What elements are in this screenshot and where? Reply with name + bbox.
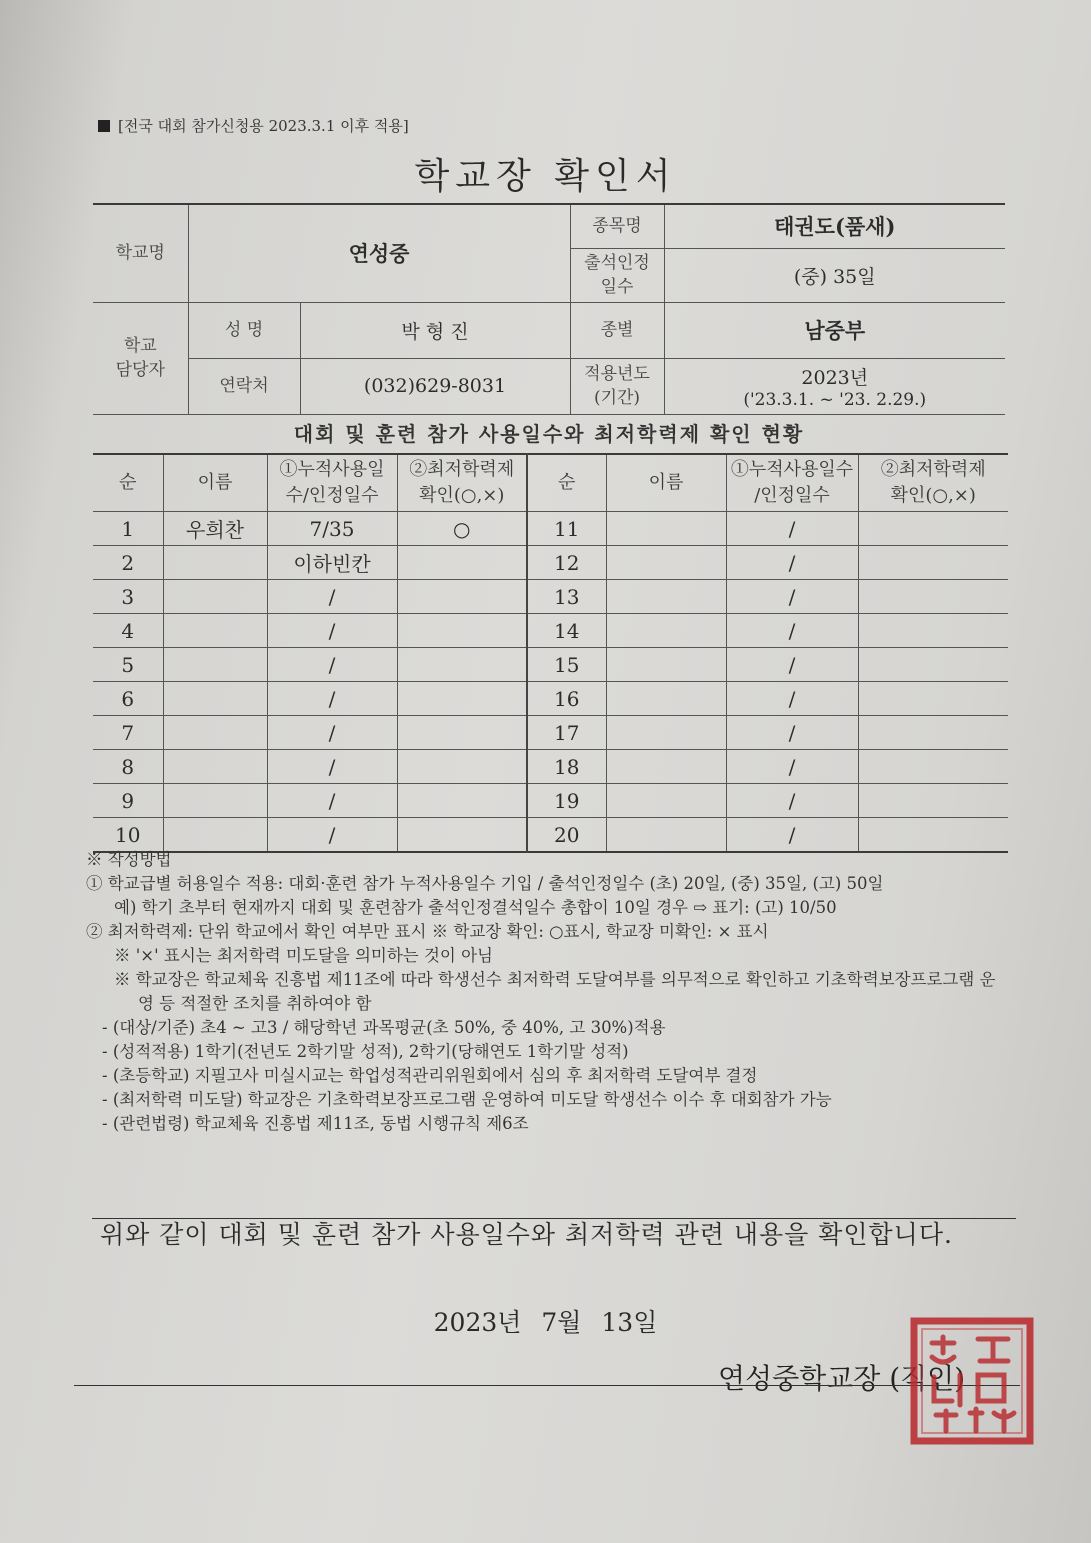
issue-date: 2023년 7월 13일 — [433, 1308, 658, 1337]
method-line-6: - (대상/기준) 초4 ~ 고3 / 해당학년 과목평균(초 50%, 중 40%, 고 30%)적용 — [102, 1018, 666, 1037]
row-name-right — [606, 614, 726, 648]
row-days-right: / — [726, 750, 858, 784]
row-days-right: / — [726, 682, 858, 716]
row-days-right: / — [726, 512, 858, 546]
row-no: 1 — [93, 512, 163, 546]
table-row — [93, 546, 1008, 580]
table-row — [93, 716, 1008, 750]
year-label-line2: (기간) — [593, 388, 641, 408]
row-days-right: / — [726, 784, 858, 818]
row-days: / — [267, 648, 397, 682]
attendance-label — [570, 248, 664, 302]
table-row — [93, 648, 1008, 682]
header-days-right — [726, 454, 858, 512]
row-no: 9 — [93, 784, 163, 818]
writing-instructions — [86, 848, 1011, 1136]
attendance-label-line2: 일수 — [600, 277, 634, 297]
attendance-label-line1: 출석인정 — [584, 253, 650, 273]
document-title: 학교장 확인서 — [414, 156, 677, 197]
header-no-right: 순 — [527, 454, 606, 512]
method-line-5: ※ 학교장은 학교체육 진흥법 제11조에 따라 학생선수 최저학력 도달여부를 의무적으로 확인하고 기초학력보장프로그램 운영 등 적절한 조치를 취하여야 함 — [114, 970, 996, 1013]
name-value: 박 형 진 — [300, 302, 570, 358]
manager-label-line1: 학교 — [123, 336, 157, 356]
header-check — [397, 454, 527, 512]
header-check-right-line2: 확인(○,×) — [890, 485, 976, 506]
row-name-right — [606, 580, 726, 614]
row-check-right — [858, 648, 1008, 682]
row-name-right — [606, 546, 726, 580]
header-check-right — [858, 454, 1008, 512]
manager-label — [93, 302, 188, 414]
row-check-right — [858, 546, 1008, 580]
row-days: / — [267, 818, 397, 853]
row-name-right — [606, 716, 726, 750]
year-label-line1: 적용년도 — [584, 364, 650, 384]
row-check — [397, 750, 527, 784]
table-row — [93, 580, 1008, 614]
header-check-right-line1: ②최저학력제 — [880, 459, 986, 480]
row-name — [163, 682, 267, 716]
row-no: 8 — [93, 750, 163, 784]
row-days: 이하빈칸 — [267, 546, 397, 580]
row-days-right: / — [726, 546, 858, 580]
row-name-right — [606, 512, 726, 546]
table-row — [93, 682, 1008, 716]
row-name — [163, 716, 267, 750]
section-title: 대회 및 훈련 참가 사용일수와 최저학력제 확인 현황 — [293, 422, 805, 446]
attendance-value: (중) 35일 — [664, 248, 1005, 302]
category-label: 종별 — [570, 302, 664, 358]
row-days-right: / — [726, 716, 858, 750]
row-check-right — [858, 784, 1008, 818]
method-line-1: ① 학교급별 허용일수 적용: 대회·훈련 참가 누적사용일수 기입 / 출석인정일수 (초) 20일, (중) 35일, (고) 50일 — [86, 874, 884, 893]
school-label: 학교명 — [93, 204, 188, 302]
row-name-right — [606, 682, 726, 716]
row-name — [163, 546, 267, 580]
row-no-right: 14 — [527, 614, 606, 648]
row-check: ○ — [397, 512, 527, 546]
row-days: 7/35 — [267, 512, 397, 546]
year-value — [664, 358, 1005, 414]
row-days: / — [267, 784, 397, 818]
official-seal-stamp — [908, 1315, 1036, 1447]
row-days-right: / — [726, 614, 858, 648]
row-check-right — [858, 682, 1008, 716]
method-line-8: - (초등학교) 지필고사 미실시교는 학업성적관리위원회에서 심의 후 최저학력 도달여부 결정 — [102, 1066, 758, 1085]
table-row — [93, 750, 1008, 784]
row-no-right: 19 — [527, 784, 606, 818]
row-name: 우희찬 — [163, 512, 267, 546]
header-check-line2: 확인(○,×) — [419, 485, 505, 506]
row-name — [163, 750, 267, 784]
confirmation-statement: 위와 같이 대회 및 훈련 참가 사용일수와 최저학력 관련 내용을 확인합니다. — [100, 1220, 953, 1249]
roster-header-row — [93, 454, 1008, 512]
row-days-right: / — [726, 648, 858, 682]
row-check-right — [858, 512, 1008, 546]
row-check — [397, 716, 527, 750]
header-days-right-line2: /인정일수 — [754, 485, 830, 506]
row-name-right — [606, 750, 726, 784]
row-no: 2 — [93, 546, 163, 580]
row-no: 7 — [93, 716, 163, 750]
header-days — [267, 454, 397, 512]
row-name-right — [606, 784, 726, 818]
contact-value: (032)629-8031 — [300, 358, 570, 414]
row-name-right — [606, 648, 726, 682]
event-value: 태권도(품새) — [664, 204, 1005, 248]
header-days-line2: 수/인정일수 — [285, 485, 379, 506]
method-line-4: ※ '×' 표시는 최저학력 미도달을 의미하는 것이 아님 — [114, 946, 493, 965]
row-check — [397, 614, 527, 648]
method-line-10: - (관련법령) 학교체육 진흥법 제11조, 동법 시행규칙 제6조 — [102, 1114, 529, 1133]
row-no: 10 — [93, 818, 163, 853]
method-heading: ※ 작성방법 — [86, 850, 172, 869]
row-check — [397, 818, 527, 853]
year-label — [570, 358, 664, 414]
row-days: / — [267, 580, 397, 614]
row-name — [163, 580, 267, 614]
header-no: 순 — [93, 454, 163, 512]
row-name — [163, 648, 267, 682]
contact-label: 연락처 — [188, 358, 300, 414]
category-value: 남중부 — [664, 302, 1005, 358]
header-note-text: [전국 대회 참가신청용 2023.3.1 이후 적용] — [118, 117, 409, 135]
header-days-right-line1: ①누적사용일수 — [730, 459, 854, 480]
table-row — [93, 818, 1008, 853]
row-no-right: 20 — [527, 818, 606, 853]
row-no-right: 16 — [527, 682, 606, 716]
year-value-line: 2023년 — [801, 366, 869, 389]
row-name — [163, 818, 267, 853]
table-row — [93, 614, 1008, 648]
info-table — [93, 203, 1005, 415]
row-days: / — [267, 750, 397, 784]
roster-table — [93, 453, 1008, 853]
method-line-3: ② 최저학력제: 단위 학교에서 확인 여부만 표시 ※ 학교장 확인: ○표시, 학교장 미확인: × 표시 — [86, 922, 769, 941]
method-line-2: 예) 학기 초부터 현재까지 대회 및 훈련참가 출석인정결석일수 총합이 10일 경우 ⇨ 표기: (고) 10/50 — [114, 898, 837, 917]
period-value: ('23.3.1. ~ '23. 2.29.) — [743, 389, 927, 410]
principal-signature-line: 연성중학교장 (직인) — [718, 1362, 966, 1395]
row-days: / — [267, 716, 397, 750]
row-no-right: 15 — [527, 648, 606, 682]
row-check — [397, 648, 527, 682]
header-days-line1: ①누적사용일 — [279, 459, 385, 480]
row-check-right — [858, 716, 1008, 750]
header-check-line1: ②최저학력제 — [409, 459, 515, 480]
row-check-right — [858, 750, 1008, 784]
row-check — [397, 580, 527, 614]
row-no-right: 18 — [527, 750, 606, 784]
row-days: / — [267, 682, 397, 716]
row-no-right: 11 — [527, 512, 606, 546]
row-no: 4 — [93, 614, 163, 648]
row-check — [397, 682, 527, 716]
row-check-right — [858, 614, 1008, 648]
table-row — [93, 512, 1008, 546]
row-no: 6 — [93, 682, 163, 716]
row-days-right: / — [726, 818, 858, 853]
manager-label-line2: 담당자 — [115, 360, 165, 380]
row-no: 5 — [93, 648, 163, 682]
row-no-right: 13 — [527, 580, 606, 614]
row-name-right — [606, 818, 726, 853]
header-note — [98, 115, 409, 136]
row-no: 3 — [93, 580, 163, 614]
method-line-7: - (성적적용) 1학기(전년도 2학기말 성적), 2학기(당해연도 1학기말 성적) — [102, 1042, 629, 1061]
square-bullet-icon — [98, 120, 110, 132]
row-no-right: 12 — [527, 546, 606, 580]
bottom-line — [74, 1385, 1020, 1386]
header-name-right: 이름 — [606, 454, 726, 512]
row-days-right: / — [726, 580, 858, 614]
school-name: 연성중 — [188, 204, 570, 302]
row-check — [397, 784, 527, 818]
row-check-right — [858, 818, 1008, 853]
row-check-right — [858, 580, 1008, 614]
name-label: 성 명 — [188, 302, 300, 358]
table-row — [93, 784, 1008, 818]
row-days: / — [267, 614, 397, 648]
row-check — [397, 546, 527, 580]
row-name — [163, 614, 267, 648]
event-label: 종목명 — [570, 204, 664, 248]
header-name: 이름 — [163, 454, 267, 512]
row-no-right: 17 — [527, 716, 606, 750]
row-name — [163, 784, 267, 818]
method-line-9: - (최저학력 미도달) 학교장은 기초학력보장프로그램 운영하여 미도달 학생선수 이수 후 대회참가 가능 — [102, 1090, 832, 1109]
